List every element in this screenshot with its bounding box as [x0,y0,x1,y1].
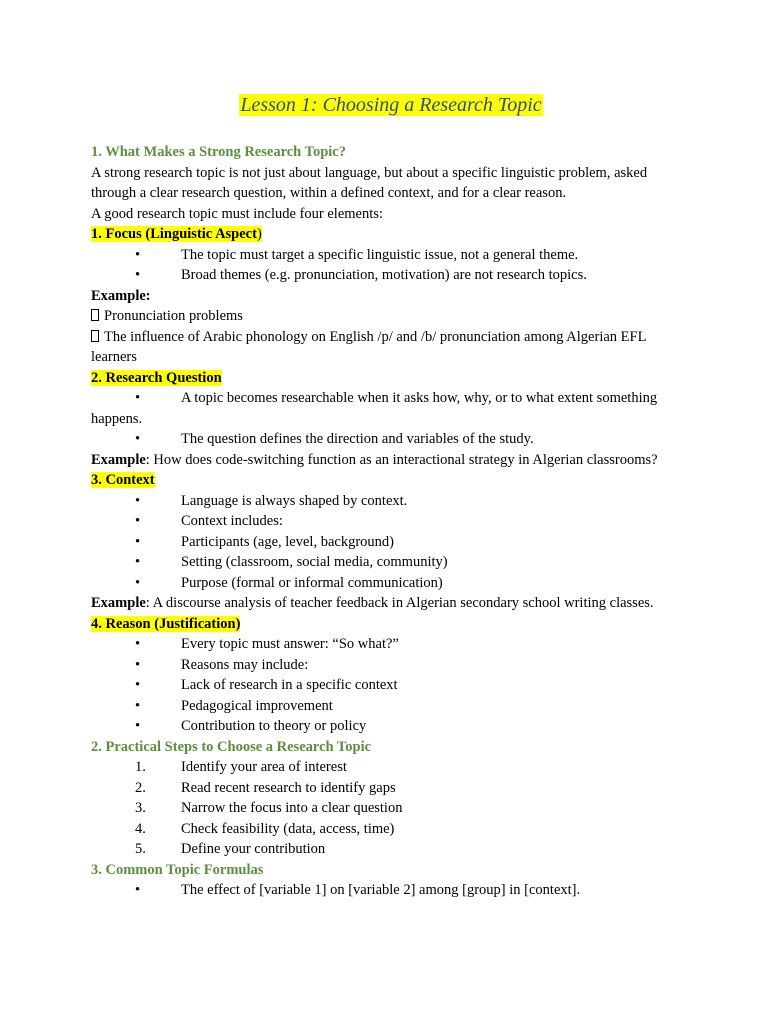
list-item: • Reasons may include: [135,656,309,673]
section-1-intro-2: A good research topic must include four elements: [91,205,383,222]
list-item: • The topic must target a specific linguistic issue, not a general theme. [135,246,579,263]
focus-list [91,245,691,286]
list-item: • Language is always shaped by context. [135,492,408,509]
context-list [91,491,691,594]
focus-example-label: Example: [91,287,151,304]
formulas-list [91,880,691,901]
list-item: 3. Narrow the focus into a clear question [135,800,403,816]
question-heading: 2. Research Question [91,369,222,386]
list-item: • A topic becomes researchable when it asks how, why, or to what extent something happens. [91,390,658,427]
steps-list [91,757,691,860]
document-page [91,92,691,901]
context-heading: 3. Context [91,472,155,488]
reason-heading: 4. Reason (Justification) [91,615,241,632]
list-item: 2. Read recent research to identify gaps [135,779,396,796]
list-item: 1. Identify your area of interest [135,759,347,775]
section-2-heading: 2. Practical Steps to Choose a Research Topic [91,738,372,755]
list-item: • Setting (classroom, social media, community) [135,554,448,570]
question-example: Example: How does code-switching function as an interactional strategy in Algerian classrooms? [91,451,658,468]
reason-list [91,634,691,737]
list-item: • The question defines the direction and variables of the study. [135,431,534,447]
list-item: 5. Define your contribution [135,841,326,857]
checkbox-glyph-icon [91,309,99,321]
focus-example-weak: Pronunciation problems [91,306,691,327]
focus-heading: 1. Focus (Linguistic Aspect) [91,226,262,242]
list-item: • Every topic must answer: “So what?” [135,636,399,652]
list-item: • Pedagogical improvement [135,697,333,714]
checkbox-glyph-icon [91,330,99,342]
list-item: • Participants (age, level, background) [135,533,394,550]
question-list [91,388,691,450]
list-item: • Contribution to theory or policy [135,718,367,734]
list-item: • Purpose (formal or informal communication) [135,574,443,591]
section-3-heading: 3. Common Topic Formulas [91,861,264,878]
context-example: Example: A discourse analysis of teacher feedback in Algerian secondary school writing classes. [91,595,654,611]
list-item: • Lack of research in a specific context [135,677,398,693]
section-1-heading: 1. What Makes a Strong Research Topic? [91,144,346,160]
list-item: • Context includes: [135,513,283,529]
section-1-intro: A strong research topic is not just about language, but about a specific linguistic problem, asked through a clear research question, within a defined context, and for a clear reason. [91,164,648,201]
list-item: 4. Check feasibility (data, access, time) [135,820,395,837]
focus-example-strong: The influence of Arabic phonology on English /p/ and /b/ pronunciation among Algerian EFL learners [91,328,646,365]
document-title: Lesson 1: Choosing a Research Topic [240,94,542,116]
list-item: • Broad themes (e.g. pronunciation, motivation) are not research topics. [135,267,587,283]
list-item: • The effect of [variable 1] on [variable 2] among [group] in [context]. [135,882,581,898]
